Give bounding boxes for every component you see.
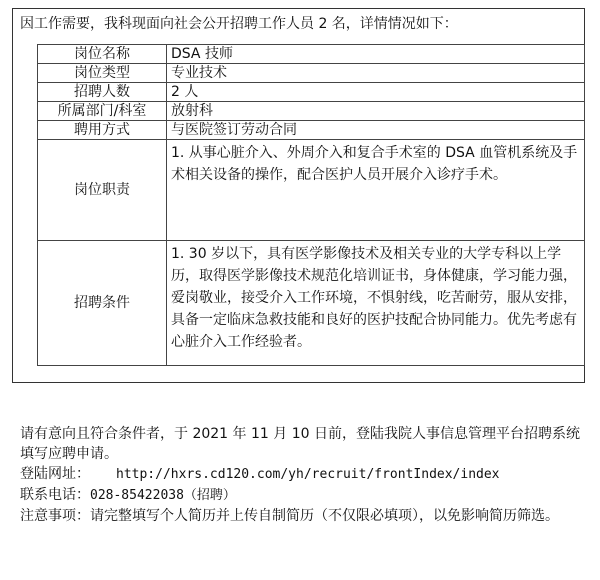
url-label: 登陆网址： (20, 466, 90, 482)
intro-text: 因工作需要，我科现面向社会公开招聘工作人员 2 名，详情情况如下： (20, 16, 458, 32)
table-row (38, 64, 585, 83)
phone-label: 联系电话： (20, 487, 90, 503)
phone-line (20, 485, 585, 506)
employment-method-value: 与医院签订劳动合同 (167, 121, 585, 140)
application-notice: 请有意向且符合条件者，于 2021 年 11 月 10 日前，登陆我院人事信息管理平台招聘系统填写应聘申请。 (20, 426, 580, 462)
job-name-value: DSA 技师 (167, 45, 585, 64)
duties-text: 1. 从事心脏介入、外周介入和复合手术室的 DSA 血管机系统及手术相关设备的操作，配合医护人员开展介入诊疗手术。 (171, 145, 578, 183)
department-value: 放射科 (167, 102, 585, 121)
footer-section (20, 424, 585, 526)
table-row (38, 241, 585, 366)
table-row (38, 121, 585, 140)
table-row (38, 102, 585, 121)
requirements-label: 招聘条件 (38, 241, 167, 366)
requirements-text: 1. 30 岁以下，具有医学影像技术及相关专业的大学专科以上学历，取得医学影像技术规范化培训证书，身体健康，学习能力强，爱岗敬业，接受介入工作环境，不惧射线，吃苦耐劳，服从安排，具备一定临床急救技能和良好的医护技配合协同能力。优先考虑有心脏介入工作经验者。 (171, 246, 577, 350)
table-row (38, 140, 585, 241)
duties-label: 岗位职责 (38, 140, 167, 241)
duties-value (167, 140, 585, 241)
url-line (20, 464, 585, 485)
headcount-value: 2 人 (167, 83, 585, 102)
note-text: 请完整填写个人简历并上传自制简历（不仅限必填项），以免影响简历筛选。 (90, 508, 559, 524)
recruit-url-link[interactable]: http://hxrs.cd120.com/yh/recruit/frontIndex/index (116, 467, 500, 482)
job-info-table (37, 44, 585, 366)
requirements-value (167, 241, 585, 366)
note-line (20, 506, 585, 526)
employment-method-label: 聘用方式 (38, 121, 167, 140)
job-type-label: 岗位类型 (38, 64, 167, 83)
phone-number: 028-85422038（招聘） (90, 488, 236, 503)
note-label: 注意事项： (20, 508, 90, 524)
headcount-label: 招聘人数 (38, 83, 167, 102)
table-row (38, 83, 585, 102)
job-name-label: 岗位名称 (38, 45, 167, 64)
table-row (38, 45, 585, 64)
department-label: 所属部门/科室 (38, 102, 167, 121)
job-type-value: 专业技术 (167, 64, 585, 83)
